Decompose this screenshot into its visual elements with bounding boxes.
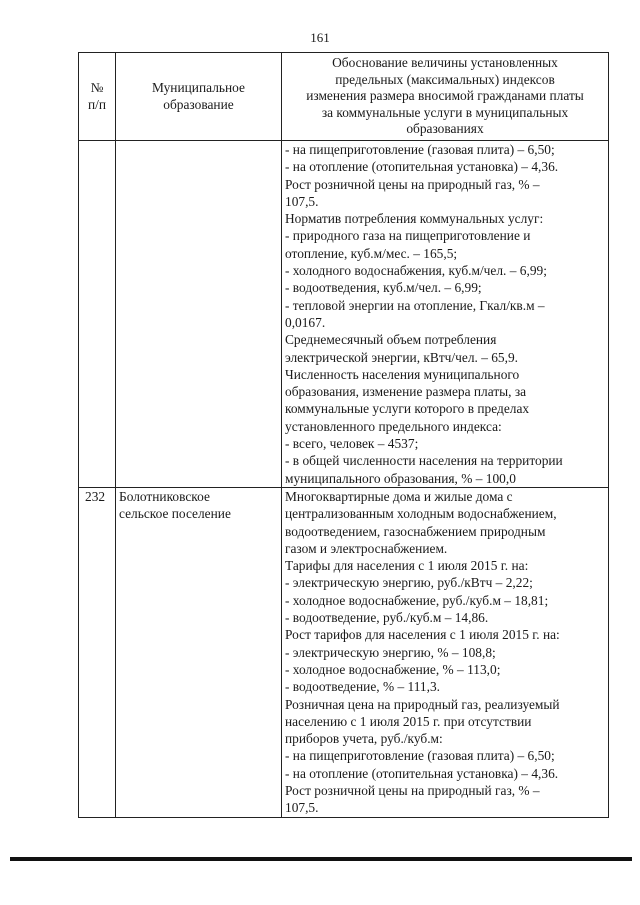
justification-line: - водоотведение, руб./куб.м – 14,86.	[285, 610, 489, 626]
justification-line: Многоквартирные дома и жилые дома с	[285, 488, 513, 504]
justification-line: централизованным холодным водоснабжением,	[285, 506, 557, 522]
row-number-cell	[79, 141, 116, 488]
justification-line: - электрическую энергию, руб./кВтч – 2,22;	[285, 575, 533, 591]
tariff-table	[78, 52, 609, 818]
table-row	[79, 487, 609, 817]
justification-line: - в общей численности населения на территории	[285, 453, 563, 469]
justification-line: Норматив потребления коммунальных услуг:	[285, 211, 544, 227]
justification-line: - тепловой энергии на отопление, Гкал/кв.м –	[285, 297, 545, 313]
municipality-line: Болотниковское	[119, 488, 210, 504]
municipality-cell	[116, 487, 282, 817]
justification-line: Розничная цена на природный газ, реализуемый	[285, 696, 560, 712]
justification-line: - электрическую энергию, % – 108,8;	[285, 644, 496, 660]
justification-line: - водоотведение, % – 111,3.	[285, 679, 440, 695]
justification-line: Численность населения муниципального	[285, 366, 520, 382]
header-municipality-line: образование	[163, 96, 234, 112]
justification-line: коммунальные услуги которого в пределах	[285, 401, 530, 417]
justification-line: газом и электроснабжением.	[285, 540, 448, 556]
header-justification-line: предельных (максимальных) индексов	[335, 71, 555, 87]
justification-line: - всего, человек – 4537;	[285, 436, 419, 452]
justification-line: 0,0167.	[285, 314, 326, 330]
justification-line: населению с 1 июля 2015 г. при отсутствии	[285, 713, 532, 729]
header-justification-line: образованиях	[406, 121, 484, 137]
header-justification-line: Обоснование величины установленных	[332, 55, 558, 71]
justification-line: - на пищеприготовление (газовая плита) – 6,50;	[285, 142, 555, 157]
justification-line: Среднемесячный объем потребления	[285, 332, 497, 348]
justification-line: Тарифы для населения с 1 июля 2015 г. на:	[285, 558, 529, 574]
justification-line: образования, изменение размера платы, за	[285, 384, 527, 400]
justification-cell	[282, 487, 609, 817]
header-municipality-line: Муниципальное	[152, 79, 245, 95]
justification-line: - на пищеприготовление (газовая плита) – 6,50;	[285, 748, 555, 764]
justification-line: приборов учета, руб./куб.м:	[285, 731, 443, 747]
justification-line: Рост розничной цены на природный газ, % –	[285, 176, 540, 192]
justification-line: Рост тарифов для населения с 1 июля 2015 г. на:	[285, 627, 560, 643]
justification-line: - на отопление (отопительная установка) – 4,36.	[285, 765, 559, 781]
page-number: 161	[310, 30, 330, 45]
header-municipality	[116, 53, 282, 141]
justification-line: - природного газа на пищеприготовление и	[285, 228, 531, 244]
municipality-cell	[116, 141, 282, 488]
justification-line: 107,5.	[285, 800, 319, 816]
justification-cell	[282, 141, 609, 488]
header-num-line: п/п	[87, 96, 107, 112]
justification-line: 107,5.	[285, 193, 319, 209]
header-justification-line: за коммунальные услуги в муниципальных	[321, 104, 569, 120]
justification-line: - на отопление (отопительная установка) – 4,36.	[285, 159, 559, 175]
header-num-line: №	[90, 79, 104, 95]
table-row	[79, 141, 609, 488]
justification-line: - водоотведения, куб.м/чел. – 6,99;	[285, 280, 482, 296]
justification-line: электрической энергии, кВтч/чел. – 65,9.	[285, 349, 519, 365]
footer-rule	[10, 857, 632, 861]
row-number-cell: 232	[79, 487, 116, 817]
municipality-line: сельское поселение	[119, 506, 231, 522]
justification-line: Рост розничной цены на природный газ, % –	[285, 782, 540, 798]
justification-line: - холодное водоснабжение, % – 113,0;	[285, 661, 501, 677]
justification-line: - холодного водоснабжения, куб.м/чел. – 6,99;	[285, 263, 547, 279]
header-justification-line: изменения размера вносимой гражданами платы	[306, 88, 584, 104]
justification-line: - холодное водоснабжение, руб./куб.м – 18,81;	[285, 592, 549, 608]
header-justification	[282, 53, 609, 141]
justification-line: отопление, куб.м/мес. – 165,5;	[285, 245, 458, 261]
header-num	[79, 53, 116, 141]
justification-line: водоотведением, газоснабжением природным	[285, 523, 546, 539]
table-header-row	[79, 53, 609, 141]
justification-line: муниципального образования, % – 100,0	[285, 470, 516, 486]
justification-line: установленного предельного индекса:	[285, 418, 502, 434]
